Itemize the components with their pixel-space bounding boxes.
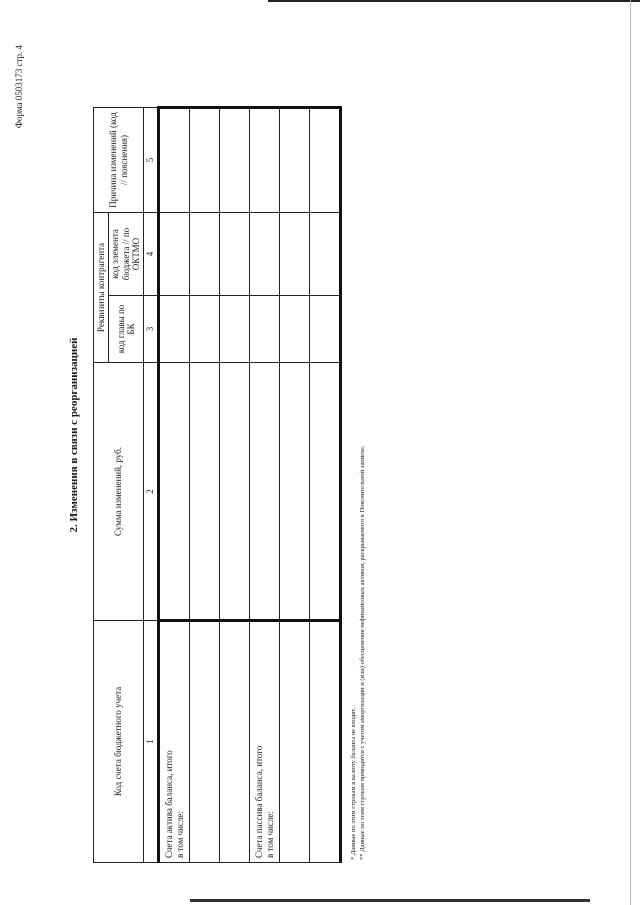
reason-cell [250,108,280,213]
amount-cell [280,363,310,621]
header-budget-element-code: код элемента бюджета // по ОКТМО [109,213,144,296]
chapter-code-cell [159,296,190,363]
chapter-code-cell [250,296,280,363]
budget-element-cell [190,213,220,296]
footnote-balance: * Данные по этим строкам в валюту баланса не входят. [350,707,357,860]
budget-element-cell [220,213,250,296]
reason-cell [159,108,190,213]
budget-element-cell [310,213,341,296]
column-number: 4 [144,213,159,296]
amount-cell [250,363,280,621]
column-number: 1 [144,621,159,863]
row-label [220,621,250,863]
amount-cell [159,363,190,621]
row-label [190,621,220,863]
chapter-code-cell [280,296,310,363]
chapter-code-cell [310,296,341,363]
column-number: 2 [144,363,159,621]
column-number: 5 [144,108,159,213]
header-change-amount: Сумма изменений, руб. [94,363,144,621]
section-title: 2. Изменения в связи с реорганизацией [68,337,80,533]
reason-cell [310,108,341,213]
reason-cell [190,108,220,213]
header-change-reason: Причина изменений (код // пояснения) [94,108,144,213]
table-row [159,108,190,863]
budget-element-cell [280,213,310,296]
reorganization-table [93,106,342,863]
header-counterparty-group: Реквизиты контрагента [94,213,109,363]
chapter-code-cell [220,296,250,363]
table-row [250,108,280,863]
row-label: Счета пассива баланса, итого в том числе: [250,621,280,863]
table-row [280,108,310,863]
amount-cell [220,363,250,621]
budget-element-cell [250,213,280,296]
reason-cell [280,108,310,213]
row-label [310,621,341,863]
budget-element-cell [159,213,190,296]
header-account-code: Код счета бюджетного учета [94,621,144,863]
reason-cell [220,108,250,213]
table-row [190,108,220,863]
amount-cell [190,363,220,621]
column-number: 3 [144,296,159,363]
footnote-depreciation: ** Данные по этим строкам приводятся с учетом амортизации и (или) обесценения нефинансовых активов, раскрываемого в Пояснительной записке. [359,445,366,860]
form-code: Форма 0503173 стр. 4 [14,45,24,129]
table-row [220,108,250,863]
header-chapter-code: код главы по БК [109,296,144,363]
row-label: Счета актива баланса, итого в том числе: [159,621,190,863]
amount-cell [310,363,341,621]
chapter-code-cell [190,296,220,363]
row-label [280,621,310,863]
table-row [310,108,341,863]
